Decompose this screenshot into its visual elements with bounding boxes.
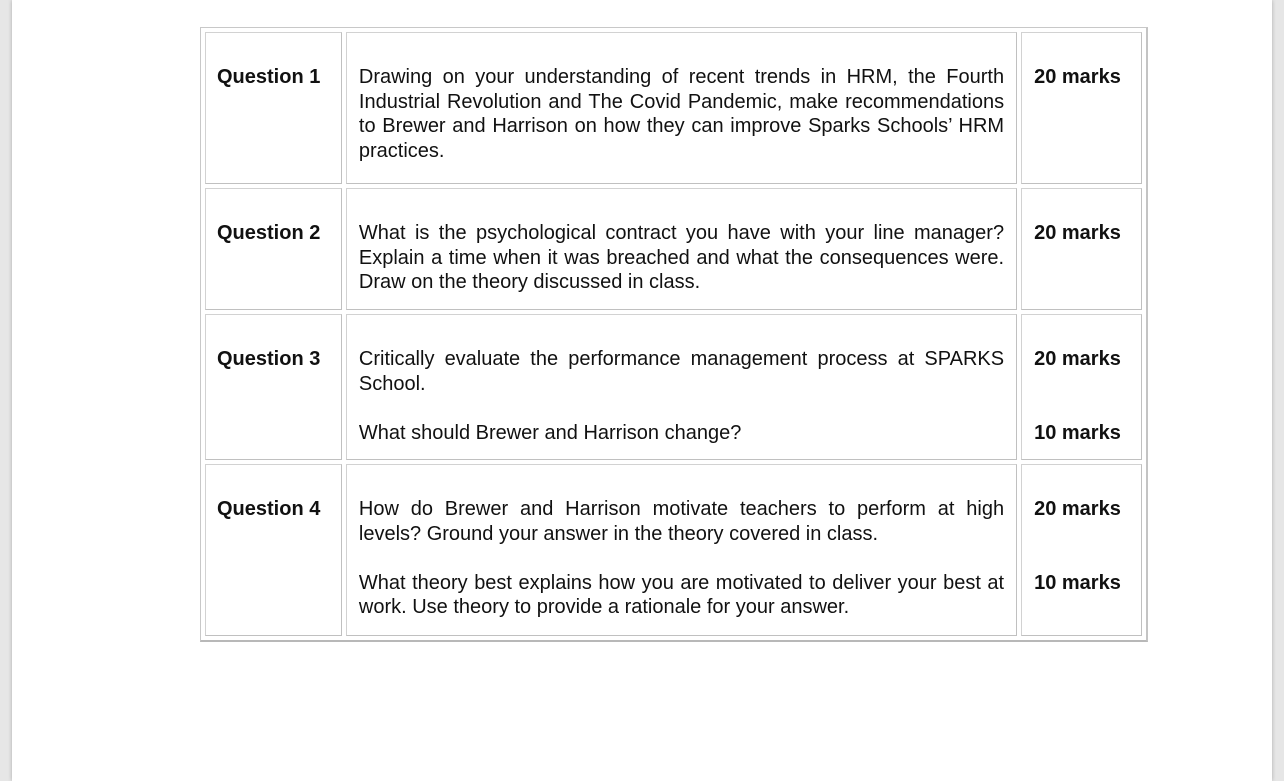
document-page — [12, 0, 1272, 781]
question-text — [346, 32, 1017, 184]
paragraph-gap — [1034, 546, 1137, 571]
question-label: Question 1 — [205, 32, 342, 184]
question-text-part: What should Brewer and Harrison change? — [358, 421, 742, 444]
marks-value: 20 marks — [1034, 498, 1121, 520]
marks-value: 10 marks — [1034, 571, 1121, 594]
marks-value: 20 marks — [1034, 348, 1121, 370]
question-text — [346, 464, 1017, 636]
question-text-part: How do Brewer and Harrison motivate teachers to perform at high levels? Ground your answer in the theory covered in class. — [358, 498, 1005, 545]
question-marks — [1021, 464, 1142, 636]
paragraph-gap — [359, 546, 1004, 571]
paragraph-gap — [1034, 396, 1137, 421]
marks-value: 20 marks — [1034, 222, 1121, 244]
question-row-1 — [205, 32, 1142, 184]
marks-spacer — [1034, 372, 1137, 397]
question-text-part: What theory best explains how you are motivated to deliver your best at work. Use theory to provide a rationale for your answer. — [358, 571, 1005, 618]
paragraph-gap — [359, 396, 1004, 421]
marks-value: 20 marks — [1034, 66, 1121, 88]
question-label: Question 4 — [205, 464, 342, 636]
question-text-part: Critically evaluate the performance management process at SPARKS School. — [358, 348, 1005, 395]
questions-table — [200, 27, 1148, 642]
question-marks — [1021, 32, 1142, 184]
question-label: Question 3 — [205, 314, 342, 460]
question-label: Question 2 — [205, 188, 342, 310]
question-row-3 — [205, 314, 1142, 460]
question-text — [346, 314, 1017, 460]
marks-value: 10 marks — [1034, 421, 1121, 444]
marks-spacer — [1034, 522, 1137, 547]
question-text — [346, 188, 1017, 310]
question-text-part: Drawing on your understanding of recent trends in HRM, the Fourth Industrial Revolution and The Covid Pandemic, make recommendations to Brewer and Harrison on how they can improve Sparks Schools’ HRM practices. — [358, 66, 1005, 162]
question-text-part: What is the psychological contract you have with your line manager? Explain a time when it was breached and what the consequences were. Draw on the theory discussed in class. — [358, 222, 1005, 293]
question-row-2 — [205, 188, 1142, 310]
question-marks — [1021, 188, 1142, 310]
question-marks — [1021, 314, 1142, 460]
question-row-4 — [205, 464, 1142, 636]
